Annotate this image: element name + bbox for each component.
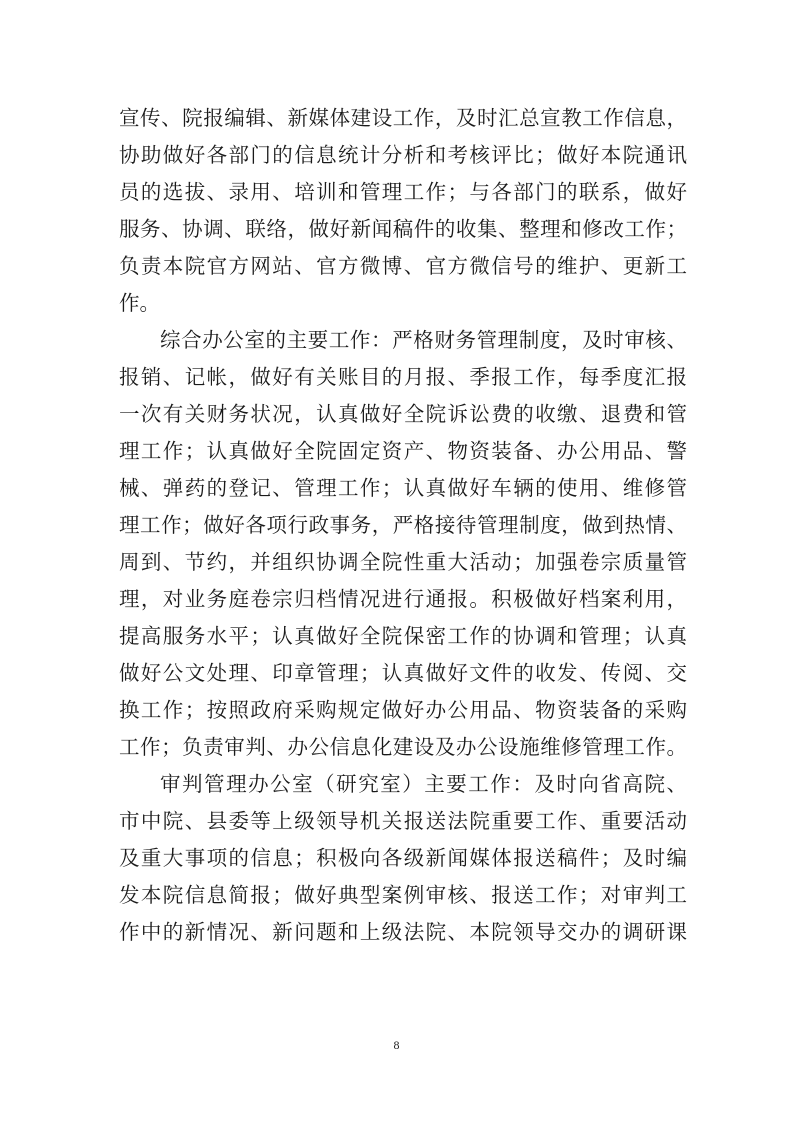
text-line: 一次有关财务状况，认真做好全院诉讼费的收缴、退费和管 — [119, 402, 687, 426]
text-line: 员的选拔、录用、培训和管理工作；与各部门的联系，做好 — [119, 180, 687, 204]
text-line: 宣传、院报编辑、新媒体建设工作，及时汇总宣教工作信息， — [119, 106, 687, 130]
text-line: 械、弹药的登记、管理工作；认真做好车辆的使用、维修管 — [119, 476, 687, 500]
paragraph-first-line: 综合办公室的主要工作：严格财务管理制度，及时审核、 — [160, 328, 687, 352]
text-line: 提高服务水平；认真做好全院保密工作的协调和管理；认真 — [119, 624, 687, 648]
text-line: 负责本院官方网站、官方微博、官方微信号的维护、更新工 — [119, 254, 687, 278]
text-line: 理工作；认真做好全院固定资产、物资装备、办公用品、警 — [119, 439, 687, 463]
text-line: 理工作；做好各项行政事务，严格接待管理制度，做到热情、 — [119, 513, 687, 537]
text-line: 作中的新情况、新问题和上级法院、本院领导交办的调研课 — [119, 920, 687, 944]
text-line: 理，对业务庭卷宗归档情况进行通报。积极做好档案利用， — [119, 587, 687, 611]
text-line: 发本院信息简报；做好典型案例审核、报送工作；对审判工 — [119, 883, 687, 907]
text-line: 市中院、县委等上级领导机关报送法院重要工作、重要活动 — [119, 809, 687, 833]
text-line: 做好公文处理、印章管理；认真做好文件的收发、传阅、交 — [119, 661, 687, 685]
text-line: 工作；负责审判、办公信息化建设及办公设施维修管理工作。 — [119, 735, 687, 759]
text-line: 换工作；按照政府采购规定做好办公用品、物资装备的采购 — [119, 698, 687, 722]
page-number: 8 — [393, 1038, 400, 1052]
text-line: 及重大事项的信息；积极向各级新闻媒体报送稿件；及时编 — [119, 846, 687, 870]
text-line: 协助做好各部门的信息统计分析和考核评比；做好本院通讯 — [119, 143, 687, 167]
text-line: 周到、节约，并组织协调全院性重大活动；加强卷宗质量管 — [119, 550, 687, 574]
text-line: 报销、记帐，做好有关账目的月报、季报工作，每季度汇报 — [119, 365, 687, 389]
paragraph-first-line: 审判管理办公室（研究室）主要工作：及时向省高院、 — [160, 772, 687, 796]
text-line: 服务、协调、联络，做好新闻稿件的收集、整理和修改工作； — [119, 217, 687, 241]
body-text — [119, 100, 687, 951]
text-line: 作。 — [119, 291, 160, 315]
